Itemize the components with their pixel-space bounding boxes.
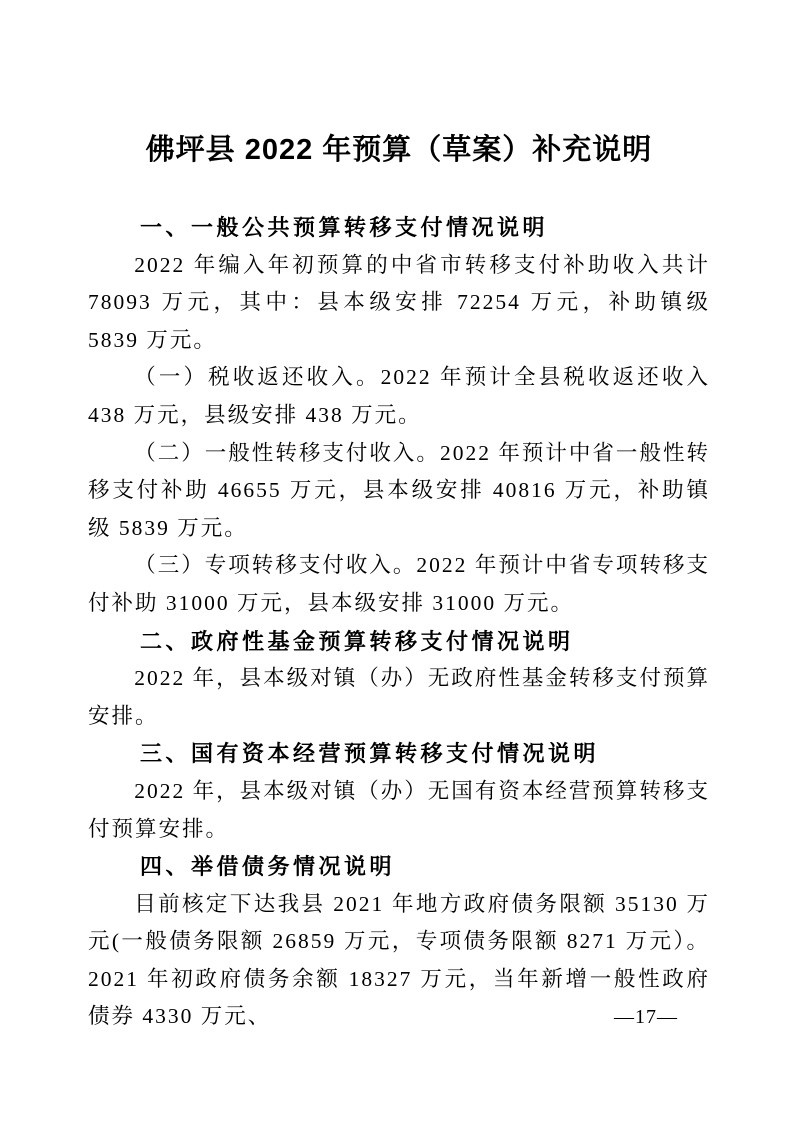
section-heading: 三、国有资本经营预算转移支付情况说明	[140, 741, 600, 767]
section-heading: 一、一般公共预算转移支付情况说明	[140, 215, 549, 240]
paragraph: 2022 年编入年初预算的中省市转移支付补助收入共计 78093 万元，其中：县本级安排 72254 万元，补助镇级 5839 万元。	[88, 252, 710, 352]
section-heading: 四、举借债务情况说明	[140, 854, 396, 880]
paragraph: 目前核定下达我县 2021 年地方政府债务限额 35130 万元(一般债务限额 26859 万元，专项债务限额 8271 万元）。2021 年初政府债务余额 18327 万元，当年新增一般性政府债券 4330 万元、	[88, 891, 710, 1029]
document-title: 佛坪县 2022 年预算（草案）补充说明	[145, 134, 653, 166]
section-heading: 二、政府性基金预算转移支付情况说明	[140, 628, 574, 654]
document-body	[88, 209, 710, 1036]
section-state-capital-budget	[88, 735, 710, 848]
page-number: —17—	[614, 1006, 678, 1028]
paragraph: 2022 年，县本级对镇（办）无国有资本经营预算转移支付预算安排。	[88, 778, 710, 841]
paragraph: （三）专项转移支付收入。2022 年预计中省专项转移支付补助 31000 万元，县本级安排 31000 万元。	[88, 553, 710, 615]
paragraph: 2022 年，县本级对镇（办）无政府性基金转移支付预算安排。	[88, 666, 710, 728]
paragraph: （一）税收返还收入。2022 年预计全县税收返还收入 438 万元，县级安排 438 万元。	[88, 365, 710, 427]
section-government-fund-budget	[88, 623, 710, 736]
section-general-public-budget	[88, 209, 710, 623]
paragraph: （二）一般性转移支付收入。2022 年预计中省一般性转移支付补助 46655 万元，县本级安排 40816 万元，补助镇级 5839 万元。	[88, 440, 710, 540]
